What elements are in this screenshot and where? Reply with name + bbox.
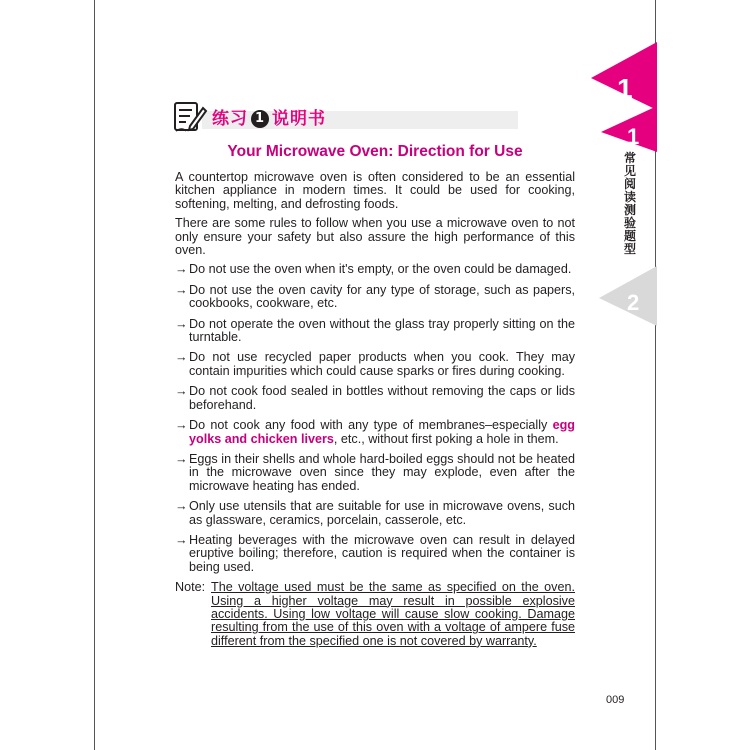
rule-text: Do not use the oven cavity for any type of storage, such as papers, cookbooks, cookware, etc. xyxy=(189,282,575,311)
arrow-icon: → xyxy=(175,316,188,331)
rule-text: Heating beverages with the microwave oven can result in delayed eruptive boiling; therefore, caution is required when the container is being used. xyxy=(189,532,575,574)
rule-text: Only use utensils that are suitable for use in microwave ovens, such as glassware, ceramics, porcelain, casserole, etc. xyxy=(189,499,575,527)
rule-text: Do not use the oven when it's empty, or the oven could be damaged. xyxy=(189,262,572,277)
rule-text: , etc., without first poking a hole in them. xyxy=(333,431,559,446)
rule-item xyxy=(175,263,575,276)
rule-text: Eggs in their shells and whole hard-boiled eggs should not be heated in the microwave oven since they may explode, even after the microwave heating has ended. xyxy=(189,451,575,493)
chapter-label: Chapter xyxy=(589,41,630,69)
rule-text: Do not cook any food with any type of membranes–especially xyxy=(189,418,553,433)
rule-text: Do not use recycled paper products when you cook. They may contain impurities which could cause sparks or fires during cooking. xyxy=(189,350,575,378)
rule-item xyxy=(175,500,575,527)
arrow-icon: → xyxy=(175,418,188,433)
rule-item xyxy=(175,284,575,311)
intro-paragraph: There are some rules to follow when you use a microwave oven to not only ensure your safety but also assure the high performance of this oven. xyxy=(175,216,575,258)
arrow-icon: → xyxy=(175,350,188,365)
part1-label: Part xyxy=(611,107,631,124)
section-title xyxy=(212,104,326,129)
section-title-prefix: 练习 xyxy=(212,109,248,129)
arrow-icon: → xyxy=(175,532,188,547)
rule-item xyxy=(175,318,575,345)
rule-item xyxy=(175,534,575,574)
chapter-number: 1 xyxy=(617,73,633,104)
intro-paragraph: A countertop microwave oven is often considered to be an essential kitchen appliance in modern times. It could be used for cooking, softening, melting, and defrosting foods. xyxy=(175,170,575,211)
section-title-suffix: 说明书 xyxy=(272,109,326,129)
rule-item xyxy=(175,351,575,378)
note xyxy=(175,581,575,648)
note-label: Note: xyxy=(175,580,206,595)
part2-label: Part xyxy=(613,271,633,288)
rule-text: Do not cook food sealed in bottles without removing the caps or lids beforehand. xyxy=(189,384,575,412)
part1-vertical-title: 常见阅读测验题型 xyxy=(623,151,636,256)
arrow-icon: → xyxy=(175,499,188,514)
rule-item xyxy=(175,419,575,446)
section-number-badge: 1 xyxy=(251,110,269,128)
arrow-icon: → xyxy=(175,282,188,297)
arrow-icon: → xyxy=(175,384,188,399)
arrow-icon: → xyxy=(175,451,188,466)
highlighted-text: egg yolks and chicken livers xyxy=(189,418,575,446)
rule-item xyxy=(175,453,575,493)
note-text: The voltage used must be the same as specified on the oven. Using a higher voltage may result in possible explosive accidents. Using low voltage will cause slow cooking. Damage resulting from the use of this oven with a voltage of ampere fuse different from the specified one is not covered by warranty. xyxy=(211,580,575,648)
rule-text: Do not operate the oven without the glass tray properly sitting on the turntable. xyxy=(189,316,575,345)
arrow-icon: → xyxy=(175,262,188,277)
page-number: 009 xyxy=(606,694,625,706)
document-body xyxy=(175,171,575,648)
notepad-pencil-icon xyxy=(172,98,208,134)
part2-number: 2 xyxy=(627,290,640,315)
chapter-side-tabs xyxy=(587,40,657,340)
part1-number: 1 xyxy=(627,124,640,149)
rule-item xyxy=(175,385,575,412)
document-title: Your Microwave Oven: Direction for Use xyxy=(227,143,523,160)
